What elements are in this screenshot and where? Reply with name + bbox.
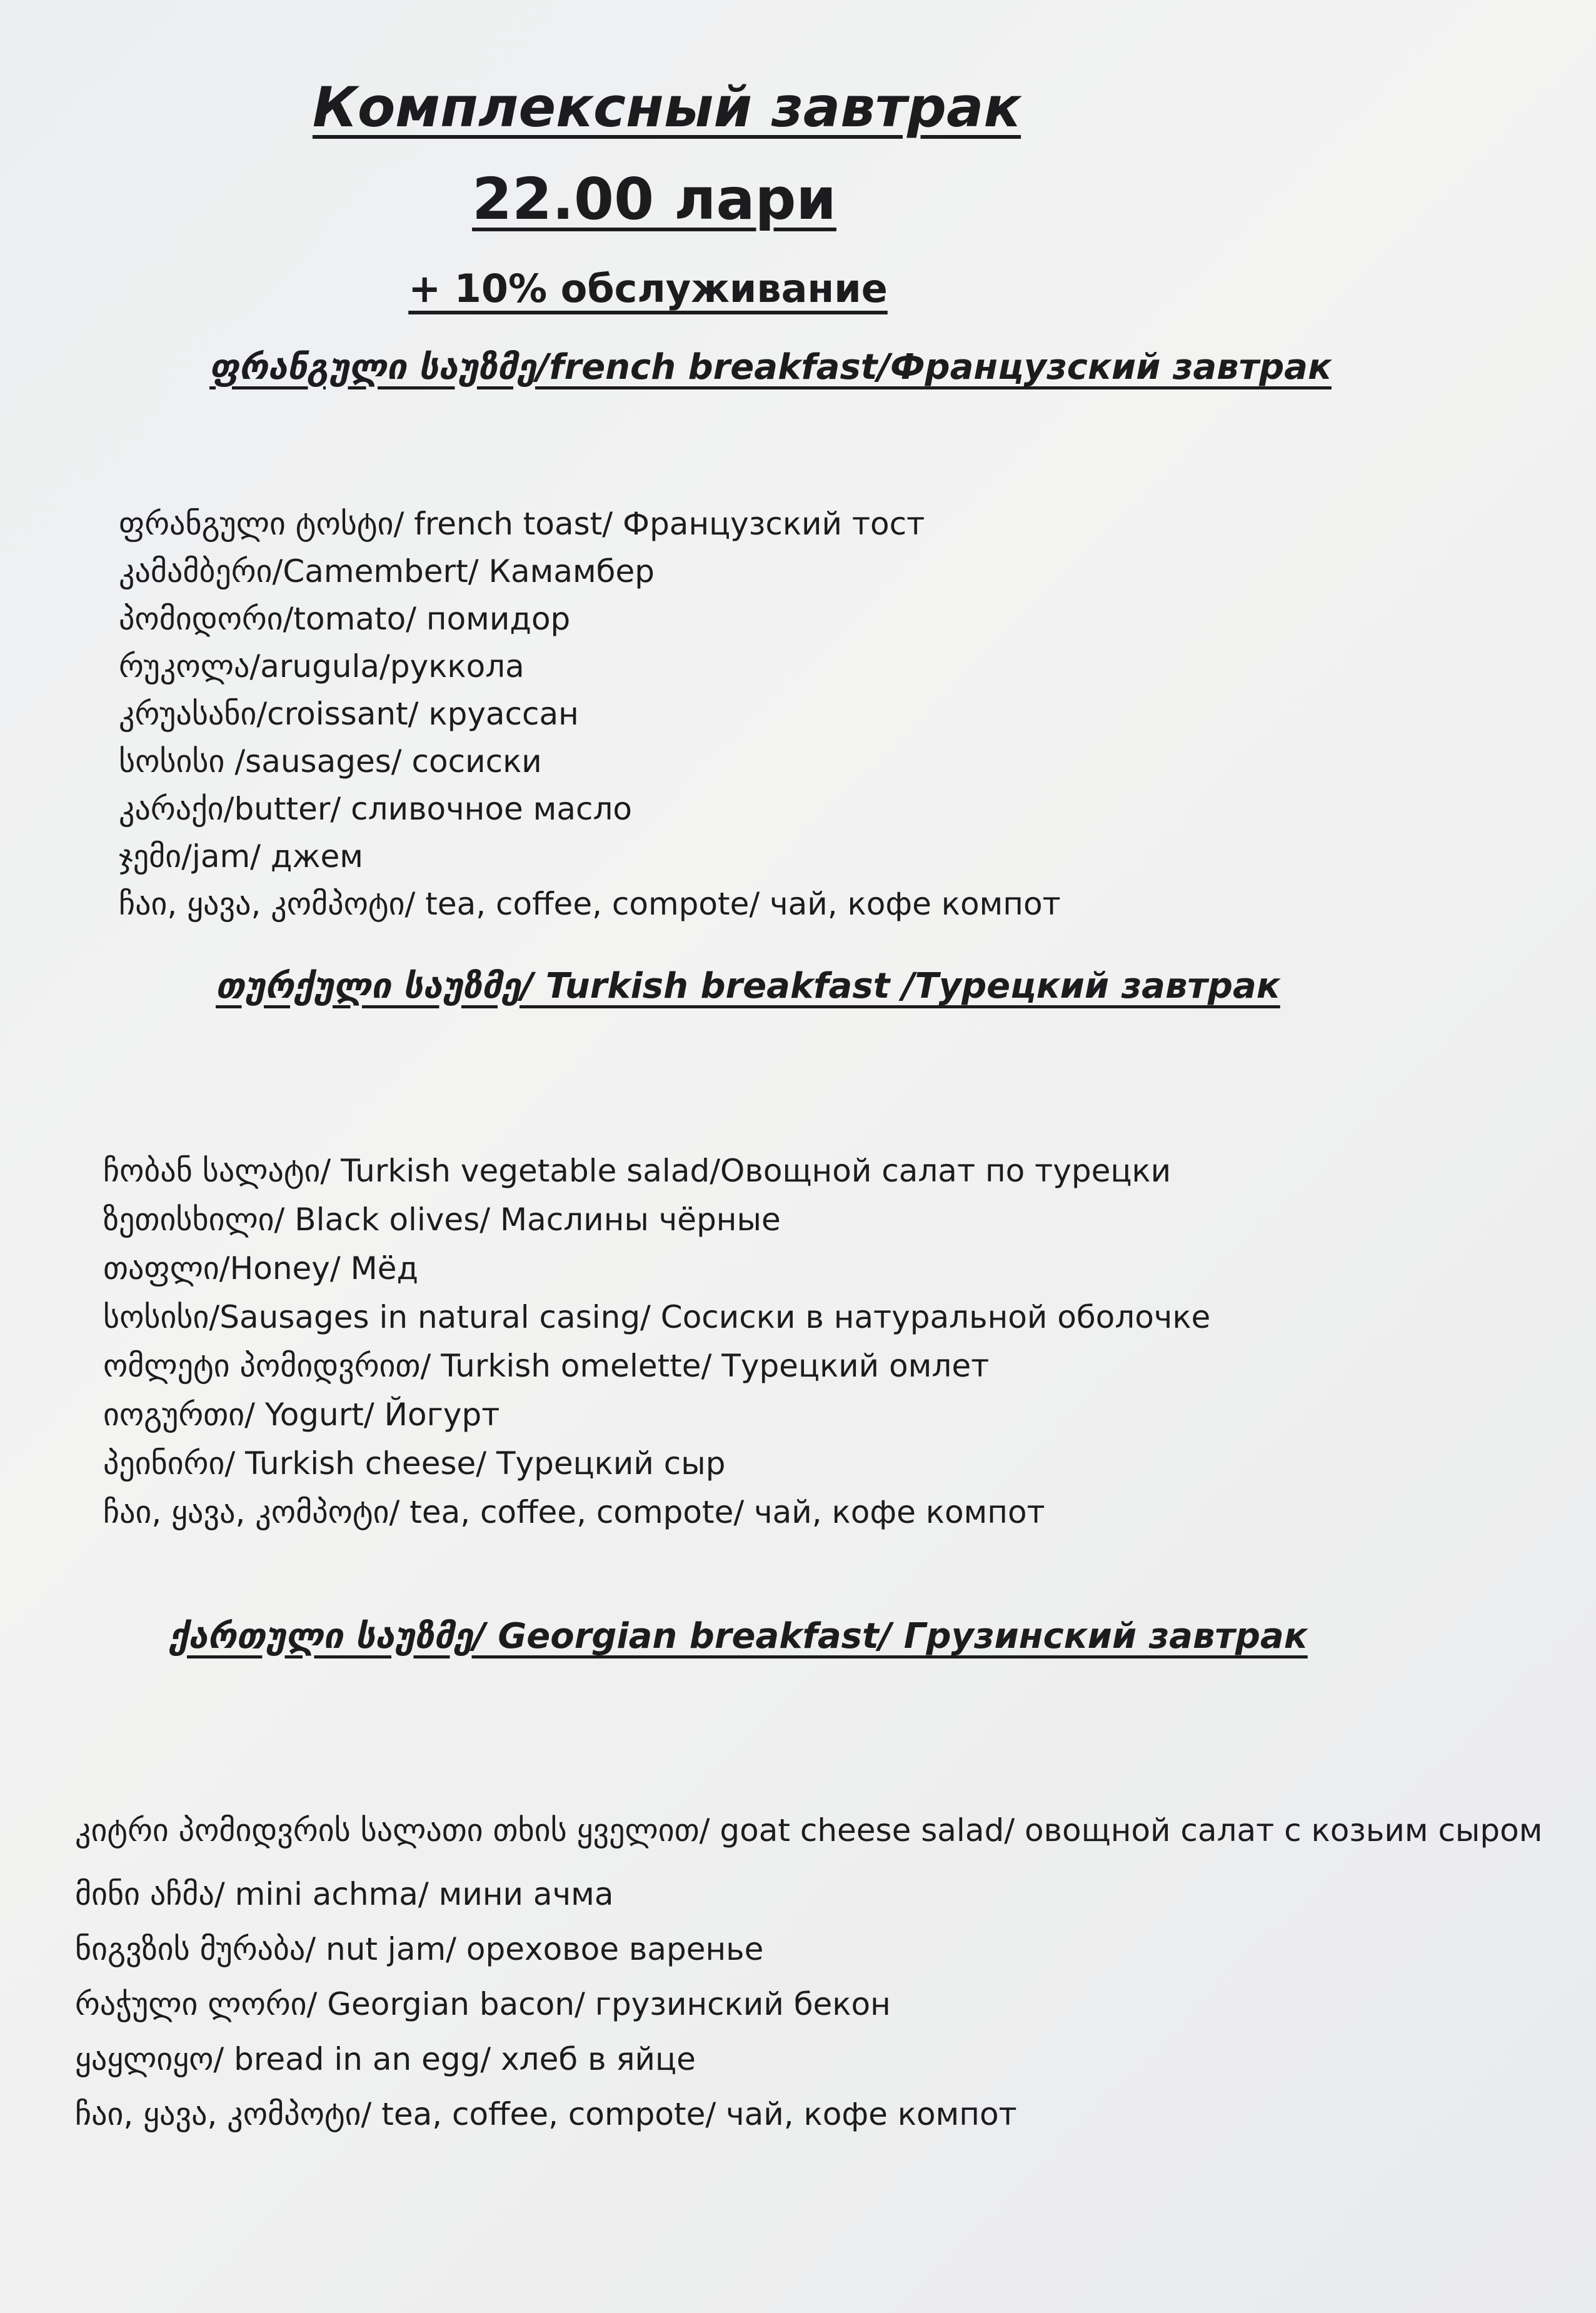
list-item: კრუასანი/croissant/ круассан xyxy=(119,696,579,732)
list-item: ზეთისხილი/ Black olives/ Маслины чёрные xyxy=(103,1202,781,1238)
french-breakfast-list xyxy=(119,500,1061,928)
list-item: ჩაი, ყავა, კომპოტი/ tea, coffee, compote/ чай, кофе компот xyxy=(75,2096,1017,2132)
section-heading-french: ფრანგული საუზმე/french breakfast/Французский завтрак xyxy=(209,347,1332,388)
list-item: რაჭული ლორი/ Georgian bacon/ грузинский бекон xyxy=(75,1986,891,2022)
list-item: ყაყლიყო/ bread in an egg/ хлеб в яйце xyxy=(75,2041,696,2077)
list-item: კამამბერი/Camembert/ Камамбер xyxy=(119,553,655,590)
list-item: ნიგვზის მურაბა/ nut jam/ ореховое варенье xyxy=(75,1931,764,1967)
list-item: კარაქი/butter/ сливочное масло xyxy=(119,791,633,827)
section-heading-turkish: თურქული საუზმე/ Turkish breakfast /Турецкий завтрак xyxy=(216,966,1280,1006)
georgian-breakfast-list xyxy=(75,1794,1550,2142)
list-item: ჩაი, ყავა, კომპოტი/ tea, coffee, compote/ чай, кофе компот xyxy=(103,1494,1045,1530)
list-item: ჩობან სალატი/ Turkish vegetable salad/Овощной салат по турецки xyxy=(103,1153,1172,1189)
list-item: ჯემი/jam/ джем xyxy=(119,838,364,875)
list-item: იოგურთი/ Yogurt/ Йогурт xyxy=(103,1397,500,1433)
list-item: სოსისი /sausages/ сосиски xyxy=(119,743,542,780)
menu-price: 22.00 лари xyxy=(472,166,836,233)
menu-title: Комплексный завтрак xyxy=(312,75,1021,139)
list-item: ომლეტი პომიდვრით/ Turkish omelette/ Турецкий омлет xyxy=(103,1348,990,1384)
turkish-breakfast-list xyxy=(103,1147,1210,1537)
list-item: ფრანგული ტოსტი/ french toast/ Французский тост xyxy=(119,506,925,542)
list-item: ჩაი, ყავა, კომპოტი/ tea, coffee, compote/ чай, кофе компот xyxy=(119,886,1061,922)
list-item: სოსისი/Sausages in natural casing/ Сосиски в натуральной оболочке xyxy=(103,1299,1211,1335)
list-item: მინი აჩმა/ mini achma/ мини ачма xyxy=(75,1876,614,1912)
list-item: თაფლი/Honey/ Мёд xyxy=(103,1250,419,1287)
service-charge: + 10% обслуживание xyxy=(408,266,888,311)
list-item: პეინირი/ Turkish cheese/ Турецкий сыр xyxy=(103,1445,726,1482)
list-item: რუკოლა/arugula/руккола xyxy=(119,648,524,685)
list-item: პომიდორი/tomato/ помидор xyxy=(119,601,571,637)
section-heading-georgian: ქართული საუზმე/ Georgian breakfast/ Грузинский завтрак xyxy=(169,1616,1308,1657)
list-item: კიტრი პომიდვრის სალათი თხის ყველით/ goat cheese salad/ овощной салат с козьим сыром xyxy=(75,1812,1543,1849)
